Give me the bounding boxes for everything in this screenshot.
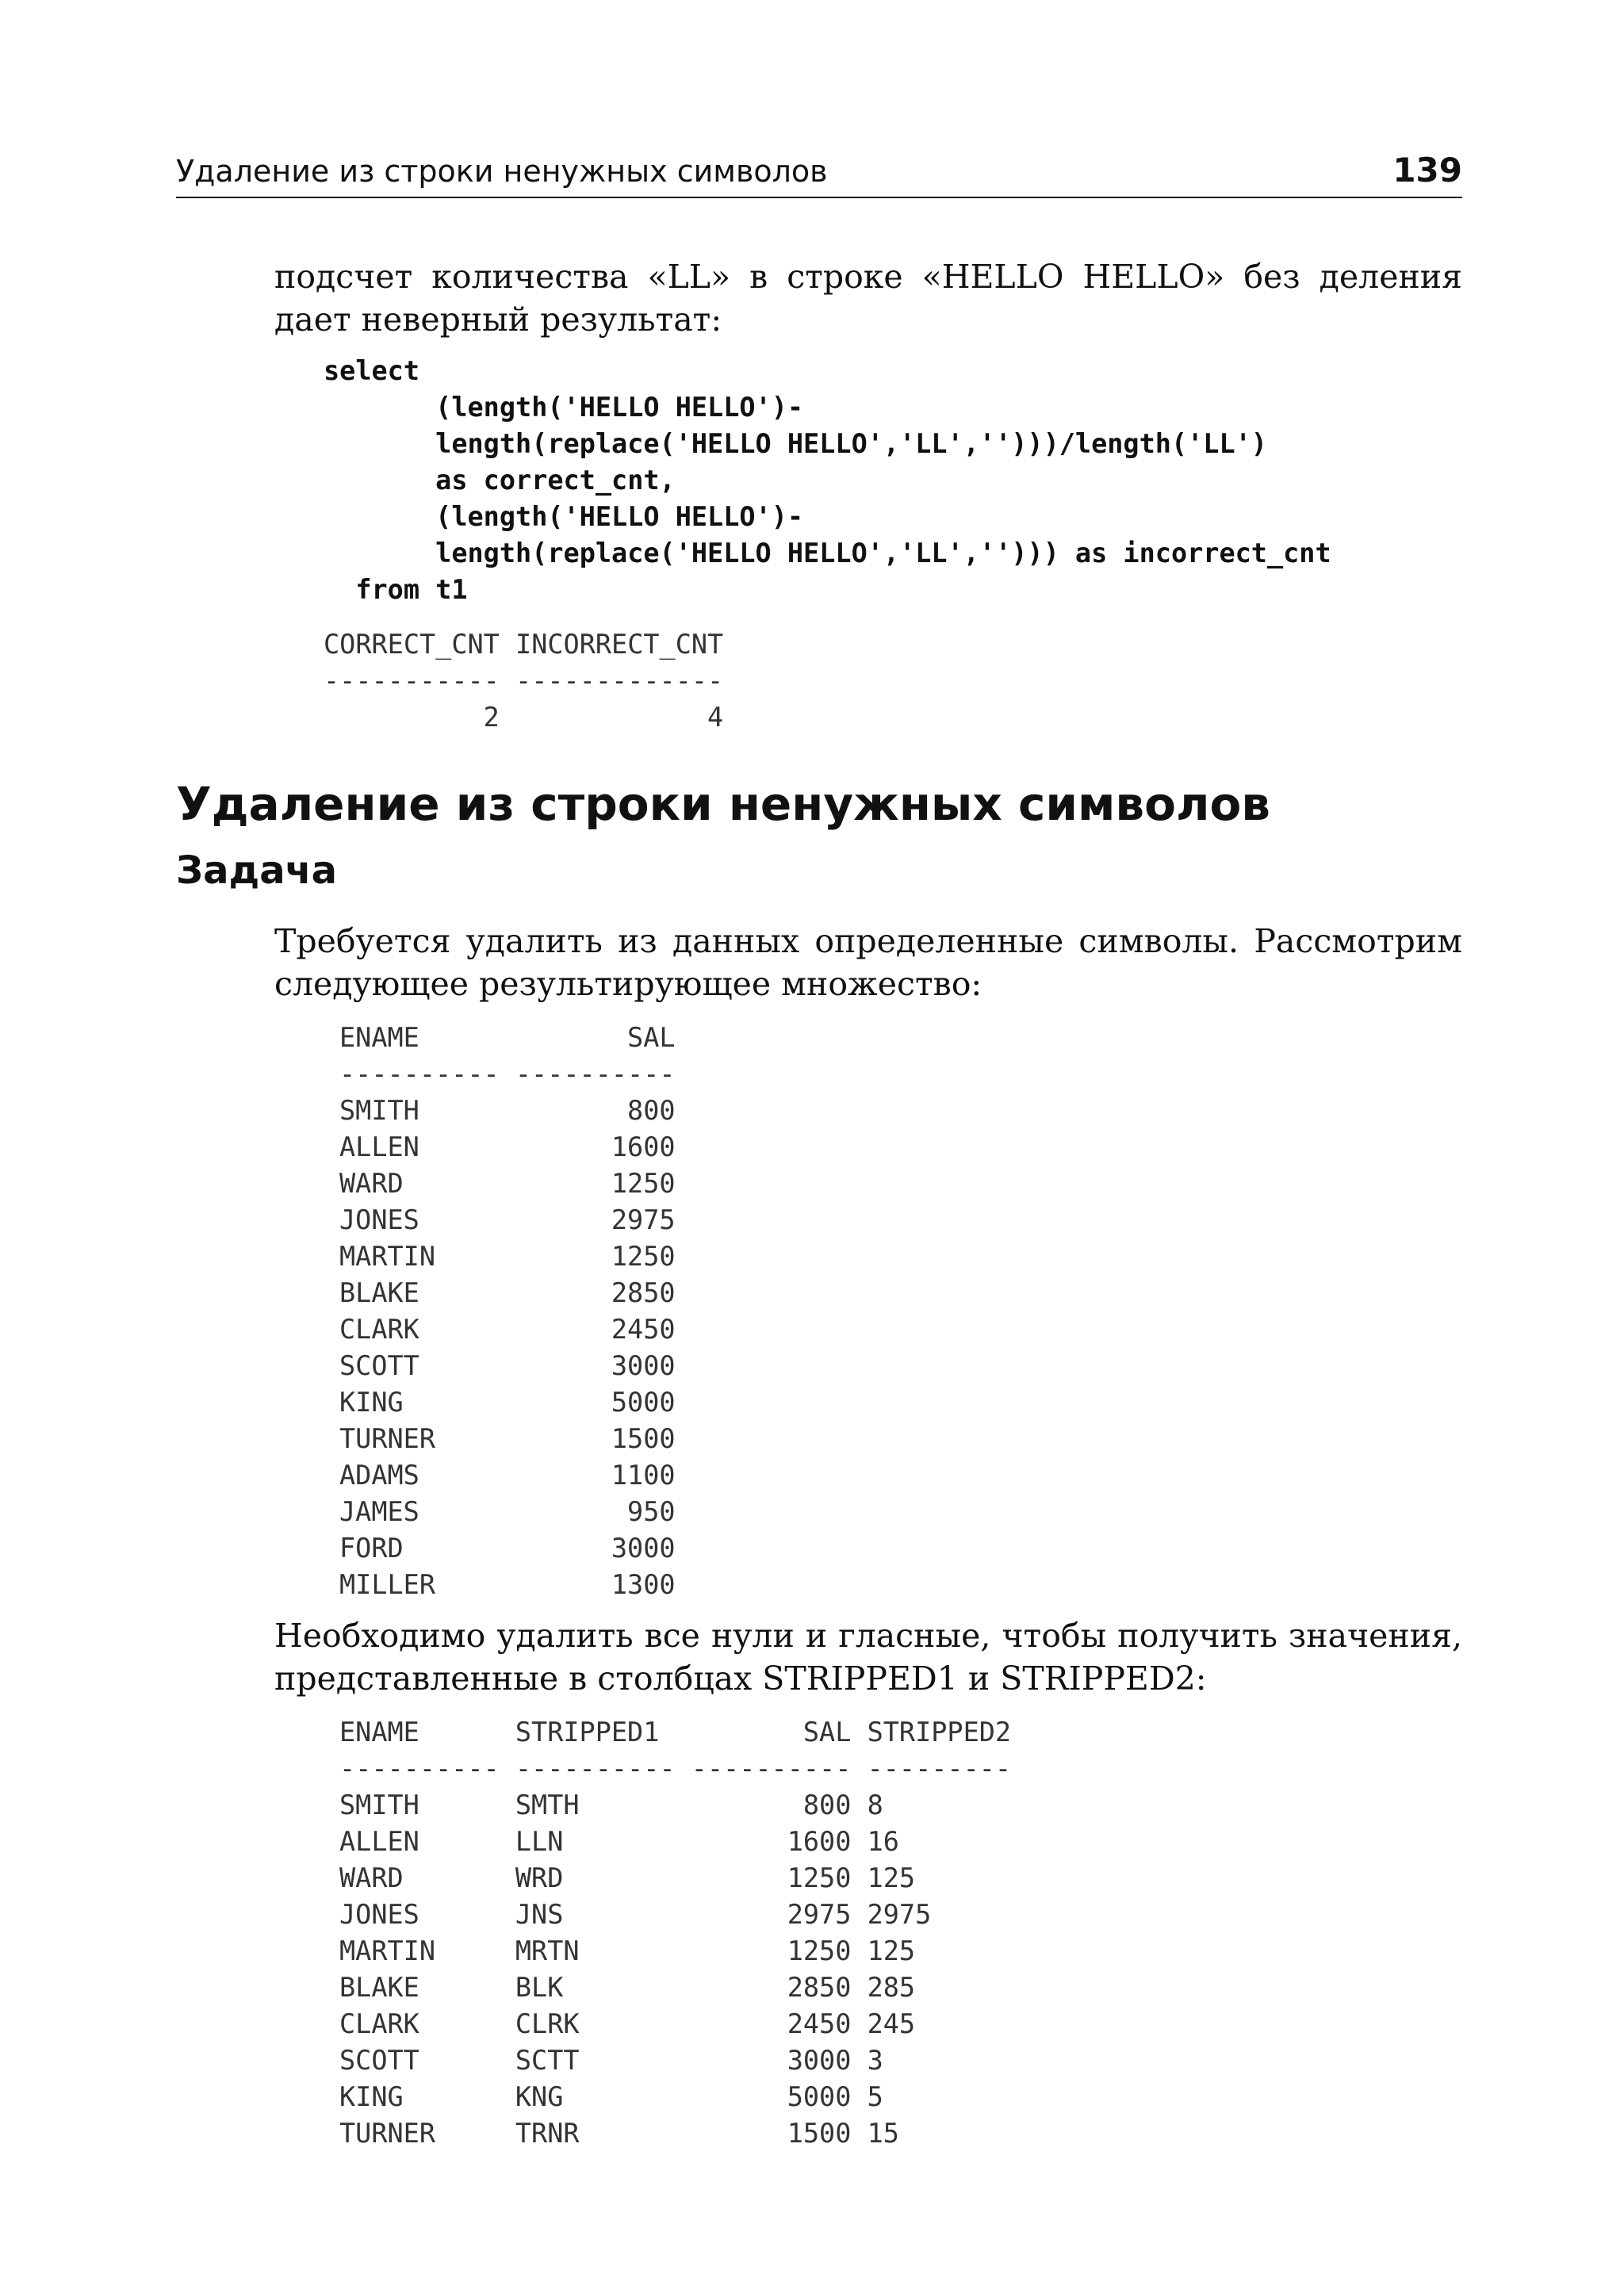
employee-salary-table: ENAME SAL ---------- ---------- SMITH 800 ALLEN 1600 WARD 1250 JONES 2975 MARTIN 1250 BLAKE 2850 CLARK 2450 SCOTT 3000 KING 5000 TURNER 1500 ADAMS 1100 JAMES 950 FORD 3000 MILLER 1300 (339, 1022, 676, 1600)
intro-paragraph: подсчет количества «LL» в строке «HELLO HELLO» без деления дает неверный результат: (274, 258, 1462, 339)
query-result-output: CORRECT_CNT INCORRECT_CNT ----------- ------------- 2 4 (324, 629, 724, 733)
task-paragraph: Требуется удалить из данных определенные символы. Рассмотрим следующее результирующее множество: (274, 922, 1462, 1003)
section-heading: Удаление из строки ненужных символов (176, 777, 1270, 831)
running-head (176, 151, 1462, 189)
subsection-heading: Задача (176, 848, 337, 893)
page-number: 139 (1392, 151, 1462, 189)
running-head-title: Удаление из строки ненужных символов (176, 154, 828, 189)
sql-query-code: select (length('HELLO HELLO')- length(replace('HELLO HELLO','LL','')))/length('LL') as correct_cnt, (length('HELLO HELLO')- length(replace('HELLO HELLO','LL',''))) as incorrect_cnt from t1 (324, 355, 1331, 605)
strip-paragraph: Необходимо удалить все нули и гласные, чтобы получить значения, представленные в столбцах STRIPPED1 и STRIPPED2: (274, 1617, 1462, 1698)
header-rule (176, 197, 1462, 198)
stripped-values-table: ENAME STRIPPED1 SAL STRIPPED2 ---------- ---------- ---------- --------- SMITH SMTH 800 8 ALLEN LLN 1600 16 WARD WRD 1250 125 JONES JNS 2975 2975 MARTIN MRTN 1250 125 BLAKE BLK 2850 285 CLARK CLRK 2450 245 SCOTT SCTT 3000 3 KING KNG 5000 5 TURNER TRNR 1500 15 (339, 1717, 1012, 2149)
